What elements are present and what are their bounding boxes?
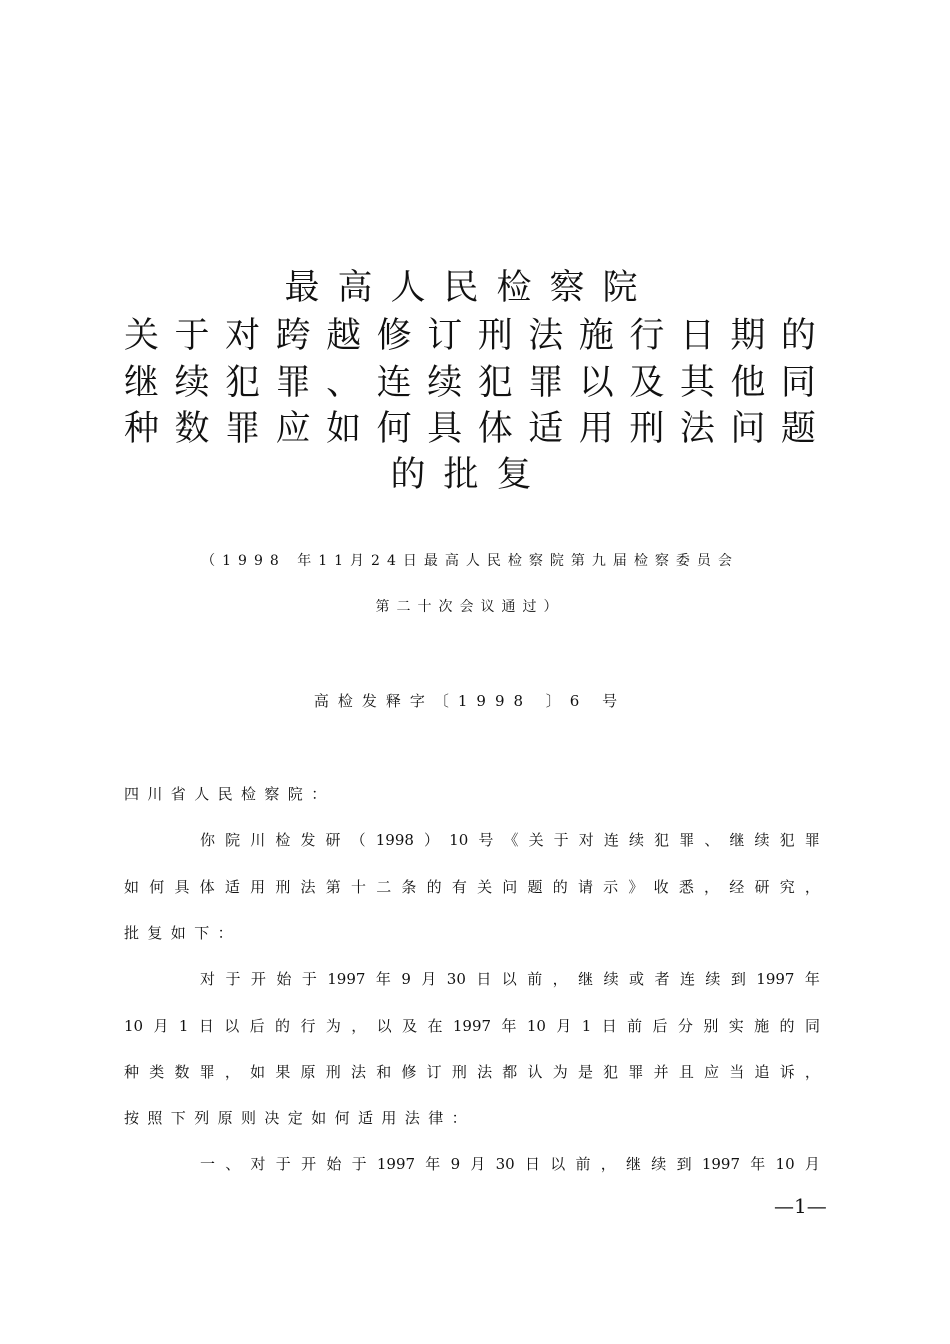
paragraph-1-line-2: 如 何 具 体 适 用 刑 法 第 十 二 条 的 有 关 问 题 的 请 示 》 收 悉 ， 经 研 究 ，	[124, 878, 820, 896]
page-number: —1—	[774, 1194, 827, 1218]
adoption-note-line-2: 第二十次会议通过）	[375, 599, 565, 615]
paragraph-1-line-1: 你 院 川 检 发 研 （ 1998 ） 10 号 《 关 于 对 连 续 犯 罪 、 继 续 犯 罪	[200, 831, 820, 849]
paragraph-2-line-2: 10 月 1 日 以 后 的 行 为 ， 以 及 在 1997 年 10 月 1 日 前 后 分 别 实 施 的 同	[124, 1017, 820, 1035]
title-line-5: 的批复	[390, 455, 550, 495]
paragraph-2-line-4: 按照下列原则决定如何适用法律：	[124, 1109, 476, 1127]
title-line-4: 种 数 罪 应 如 何 具 体 适 用 刑 法 问 题	[124, 409, 816, 449]
paragraph-1-line-3: 批复如下：	[124, 924, 242, 942]
adoption-note-line-1: （1998 年11月24日最高人民检察院第九届检察委员会	[201, 553, 739, 569]
document-number: 高检发释字〔1998 〕6 号	[313, 692, 627, 710]
title-line-1: 最高人民检察院	[284, 268, 656, 308]
paragraph-3-line-1: 一 、 对 于 开 始 于 1997 年 9 月 30 日 以 前 ， 继 续 到 1997 年 10 月	[200, 1155, 820, 1173]
paragraph-2-line-1: 对 于 开 始 于 1997 年 9 月 30 日 以 前 ， 继 续 或 者 连 续 到 1997 年	[200, 970, 820, 988]
addressee: 四川省人民检察院：	[124, 785, 335, 803]
title-line-3: 继 续 犯 罪 、 连 续 犯 罪 以 及 其 他 同	[124, 363, 816, 403]
title-line-2: 关 于 对 跨 越 修 订 刑 法 施 行 日 期 的	[124, 316, 816, 356]
paragraph-2-line-3: 种 类 数 罪 ， 如 果 原 刑 法 和 修 订 刑 法 都 认 为 是 犯 罪 并 且 应 当 追 诉 ，	[124, 1063, 820, 1081]
